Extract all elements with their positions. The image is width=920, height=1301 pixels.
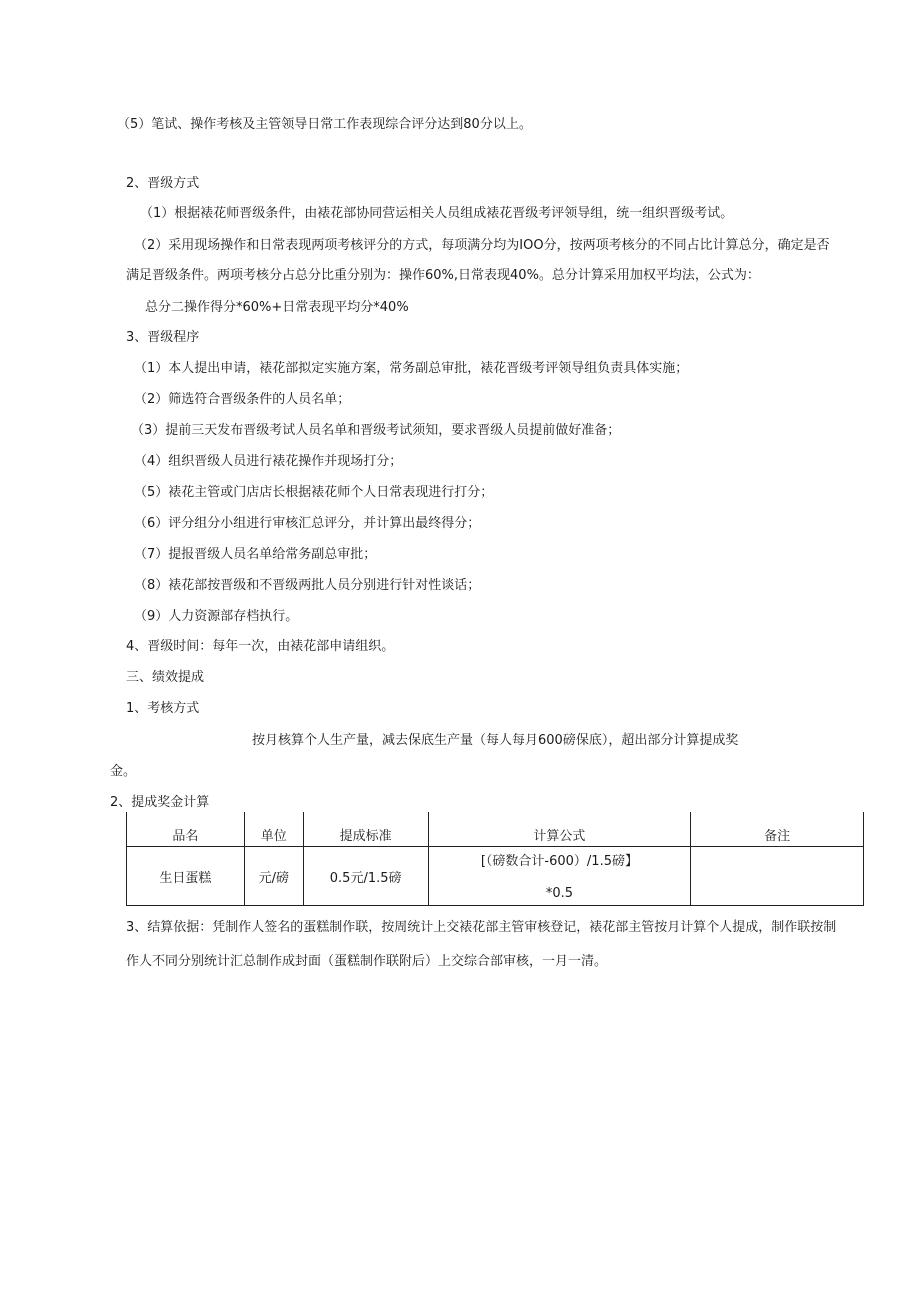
formula-cell (428, 847, 691, 906)
text-line: （5）笔试、操作考核及主管领导日常工作表现综合评分达到80分以上。 (117, 117, 532, 132)
section-heading: 2、晋级方式 (126, 176, 200, 191)
header-cell: 品名 (127, 812, 245, 847)
table-header-row (127, 812, 864, 847)
section-heading: 2、提成奖金计算 (110, 795, 210, 810)
list-item: （8）裱花部按晋级和不晋级两批人员分别进行针对性谈话； (134, 578, 481, 593)
section-heading: 1、考核方式 (126, 701, 200, 716)
list-item: （1）本人提出申请，裱花部拟定实施方案，常务副总审批，裱花晋级考评领导组负责具体实施； (134, 361, 689, 376)
text-line: （2）采用现场操作和日常表现两项考核评分的方式，每项满分均为IOO分，按两项考核分的不同占比计算总分，确定是否 (134, 238, 830, 253)
unit-cell: 元/磅 (244, 847, 303, 906)
section-heading: 4、晋级时间：每年一次，由裱花部申请组织。 (126, 639, 395, 654)
header-cell: 单位 (244, 812, 303, 847)
text-line: 作人不同分别统计汇总制作成封面（蛋糕制作联附后）上交综合部审核，一月一清。 (126, 954, 608, 969)
formula-line: 总分二操作得分*60%+日常表现平均分*40% (145, 300, 409, 315)
chapter-heading: 三、绩效提成 (126, 670, 205, 685)
list-item: （3）提前三天发布晋级考试人员名单和晋级考试须知，要求晋级人员提前做好准备； (131, 423, 621, 438)
list-item: （5）裱花主管或门店店长根据裱花师个人日常表现进行打分； (134, 485, 494, 500)
header-cell: 备注 (691, 812, 864, 847)
text-line: 3、结算依据：凭制作人签名的蛋糕制作联，按周统计上交裱花部主管审核登记，裱花部主管按月计算个人提成，制作联按制 (126, 920, 837, 935)
bonus-table (126, 812, 864, 906)
formula-line-1: [（磅数合计-600）/1.5磅】 (480, 854, 638, 869)
formula-line-2: *0.5 (545, 886, 573, 901)
text-line: 金。 (110, 764, 137, 779)
list-item: （7）提报晋级人员名单给常务副总审批； (134, 547, 377, 562)
text-line: 满足晋级条件。两项考核分占总分比重分别为：操作60%,日常表现40%。总分计算采用加权平均法，公式为： (126, 268, 760, 283)
header-cell: 计算公式 (428, 812, 691, 847)
note-cell (691, 847, 864, 906)
table-row (127, 847, 864, 906)
list-item: （9）人力资源部存档执行。 (134, 609, 299, 624)
product-name-cell: 生日蛋糕 (127, 847, 245, 906)
list-item: （4）组织晋级人员进行裱花操作并现场打分； (134, 454, 403, 469)
text-line: 按月核算个人生产量，减去保底生产量（每人每月600磅保底），超出部分计算提成奖 (252, 733, 739, 748)
header-cell: 提成标准 (303, 812, 428, 847)
text-line: （1）根据裱花师晋级条件，由裱花部协同营运相关人员组成裱花晋级考评领导组，统一组织晋级考试。 (140, 206, 734, 221)
list-item: （2）筛选符合晋级条件的人员名单； (134, 392, 351, 407)
standard-cell: 0.5元/1.5磅 (303, 847, 428, 906)
section-heading: 3、晋级程序 (126, 330, 200, 345)
list-item: （6）评分组分小组进行审核汇总评分，并计算出最终得分； (134, 516, 481, 531)
